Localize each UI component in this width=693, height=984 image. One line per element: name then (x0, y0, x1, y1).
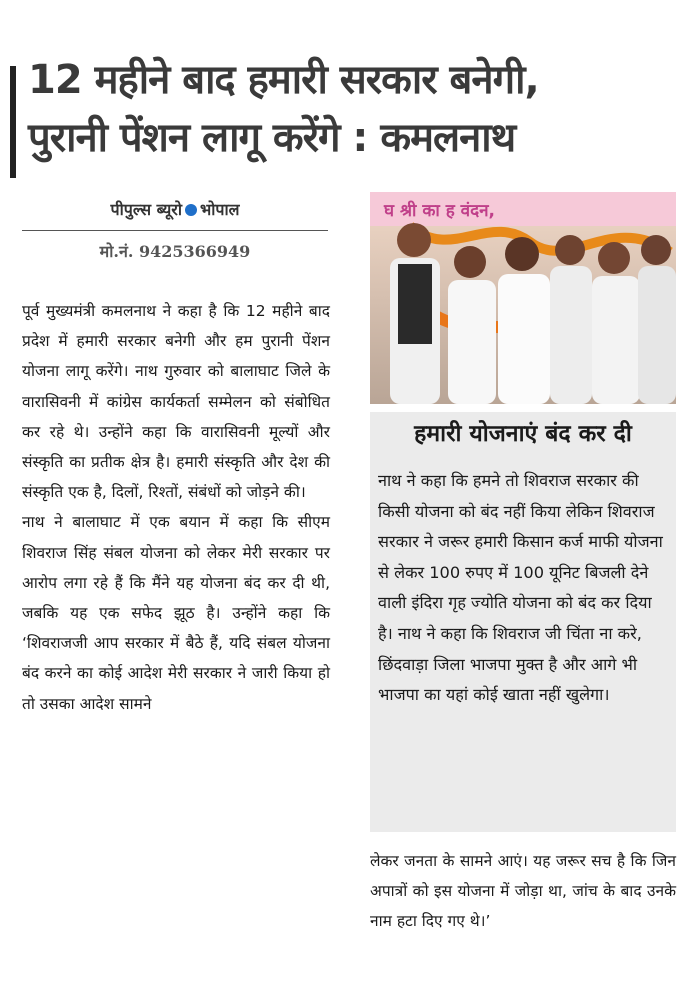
photo-banner-text: घ श्री का ह वंदन, (384, 201, 496, 221)
article-continuation: लेकर जनता के सामने आएं। यह जरूर सच है कि जिन अपात्रों को इस योजना में जोड़ा था, जांच के बाद उनके नाम हटा दिए गए थे।’ (370, 852, 676, 931)
headline-bar (10, 66, 16, 178)
bureau-name: पीपुल्स ब्यूरो (110, 200, 182, 219)
sidebar-body: नाथ ने कहा कि हमने तो शिवराज सरकार की किसी योजना को बंद नहीं किया लेकिन शिवराज सरकार ने जरूर हमारी किसान कर्ज माफी योजना से लेकर 100 रुपए में 100 यूनिट बिजली देने वाली इंदिरा गृह ज्योति योजना को बंद कर दिया है। नाथ ने कहा कि शिवराज जी चिंता ना करे, छिंदवाड़ा जिला भाजपा मुक्त है और आगे भी भाजपा का यहां कोई खाता नहीं खुलेगा। (378, 471, 663, 705)
article-column-left (22, 296, 330, 719)
news-photo (370, 192, 676, 404)
article-paragraph-2: नाथ ने बालाघाट में एक बयान में कहा कि सीएम शिवराज सिंह संबल योजना को लेकर मेरी सरकार पर आरोप लगा रहे हैं कि मैंने यह योजना बंद कर दी थी, जबकि यह एक सफेद झूठ है। उन्होंने कहा कि ‘शिवराजजी आप सरकार में बैठे हैं, यदि संबल योजना बंद करने का कोई आदेश मेरी सरकार ने जारी किया हो तो उसका आदेश सामने (22, 513, 330, 713)
byline-divider (22, 230, 328, 231)
headline-line-2: पुरानी पेंशन लागू करेंगे : कमलनाथ (28, 115, 516, 161)
byline (22, 198, 328, 220)
mobile-number: मो.नं. 9425366949 (99, 242, 251, 261)
headline-line-1: 12 महीने बाद हमारी सरकार बनेगी, (28, 57, 539, 103)
headline (0, 52, 693, 172)
bullet-dot-icon (185, 204, 197, 216)
sidebar-title: हमारी योजनाएं बंद कर दी (414, 421, 632, 447)
sidebar-box (370, 412, 676, 832)
dateline-city: भोपाल (199, 200, 240, 219)
article-paragraph-1: पूर्व मुख्यमंत्री कमलनाथ ने कहा है कि 12 महीने बाद प्रदेश में हमारी सरकार बनेगी और हम पुरानी पेंशन योजना लागू करेंगे। नाथ गुरुवार को बालाघाट जिले के वारासिवनी में कांग्रेस कार्यकर्ता सम्मेलन को संबोधित कर रहे थे। उन्होंने कहा कि वारासिवनी मूल्यों और संस्कृति का प्रतीक क्षेत्र है। हमारी संस्कृति और देश की संस्कृति एक है, दिलों, रिश्तों, संबंधों को जोड़ने की। (22, 302, 330, 502)
